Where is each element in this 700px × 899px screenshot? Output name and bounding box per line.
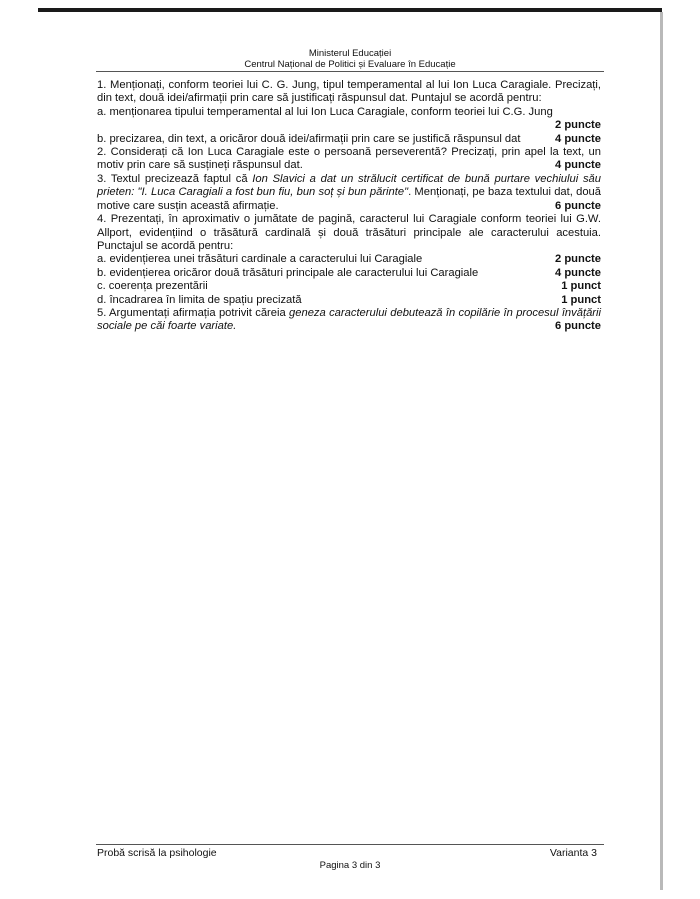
question-2-points: 4 puncte — [554, 159, 601, 172]
question-4-item-b — [97, 267, 601, 280]
question-4-item-label: a. evidențierea unei trăsături cardinale a caracterului lui Caragiale — [97, 253, 423, 266]
question-5-intro: 5. Argumentați afirmația potrivit căreia — [97, 306, 290, 319]
document-top-border — [38, 8, 662, 12]
question-1-item-b-points: 4 puncte — [554, 132, 601, 145]
question-4-item-d — [97, 294, 601, 307]
question-4-item-a — [97, 253, 601, 266]
footer-page-number: Pagina 3 din 3 — [319, 860, 381, 871]
question-4-item-label: d. încadrarea în limita de spațiu precizată — [97, 293, 302, 306]
question-1-item-b-label: b. precizarea, din text, a oricăror două idei/afirmații prin care se justifică răspunsul dat — [97, 132, 521, 145]
question-5-points: 6 puncte — [554, 320, 601, 333]
question-4-item-points: 1 punct — [561, 293, 601, 306]
header-center: Centrul Național de Politici și Evaluare în Educație — [244, 59, 456, 70]
question-4-item-label: b. evidențierea oricăror două trăsături principale ale caracterului lui Caragiale — [97, 266, 479, 279]
footer-exam-name: Probă scrisă la psihologie — [97, 847, 217, 859]
question-3-rest: . Menționați, pe baza textului dat, două motive care susțin această afirmație. — [97, 186, 601, 212]
header-ministry: Ministerul Educației — [308, 48, 392, 59]
document-header — [96, 48, 604, 70]
question-1-item-a-points: 2 puncte — [554, 119, 601, 132]
page-edge-shadow — [660, 12, 663, 890]
question-5-quote: geneza caracterului debutează în copilărie în procesul învățării sociale pe căi foarte variate. — [97, 306, 601, 333]
question-3-intro: 3. Textul precizează faptul că — [97, 172, 253, 185]
header-rule — [96, 71, 604, 72]
question-4-item-points: 2 puncte — [554, 253, 601, 266]
question-1-text: 1. Menționați, conform teoriei lui C. G. Jung, tipul temperamental al lui Ion Luca Caragiale. Precizați, din text, două idei/afirmații prin care să justificați răspunsul dat. Puntajul se acordă pentru: — [97, 79, 601, 105]
footer-rule — [96, 844, 604, 845]
exam-content — [97, 79, 601, 334]
question-1-item-b — [97, 133, 601, 146]
footer-variant: Varianta 3 — [549, 847, 597, 859]
question-3-points: 6 puncte — [554, 199, 601, 212]
question-4-item-label: c. coerența prezentării — [97, 280, 208, 293]
question-4-item-points: 4 puncte — [554, 266, 601, 279]
question-4-item-points: 1 punct — [561, 280, 601, 293]
question-4-text: 4. Prezentați, în aproximativ o jumătate de pagină, caracterul lui Caragiale conform teoriei lui G.W. Allport, evidențiind o trăsătură cardinală și două trăsături principale ale caracterului acestuia. Punctajul se acordă pentru: — [97, 213, 601, 252]
question-1-item-a: a. menționarea tipului temperamental al lui Ion Luca Caragiale, conform teoriei lui C.G. Jung — [97, 105, 553, 118]
question-4-item-c — [97, 280, 601, 293]
question-2-text: 2. Considerați că Ion Luca Caragiale este o persoană perseverentă? Precizați, prin apel la text, un motiv prin care să susțineți răspunsul dat. — [97, 146, 601, 172]
question-3-quote: Ion Slavici a dat un strălucit certificat de bună purtare vechiului său prieten: "I. Luca Caragiali a fost bun fiu, bun soț și bun părinte" — [97, 172, 601, 199]
